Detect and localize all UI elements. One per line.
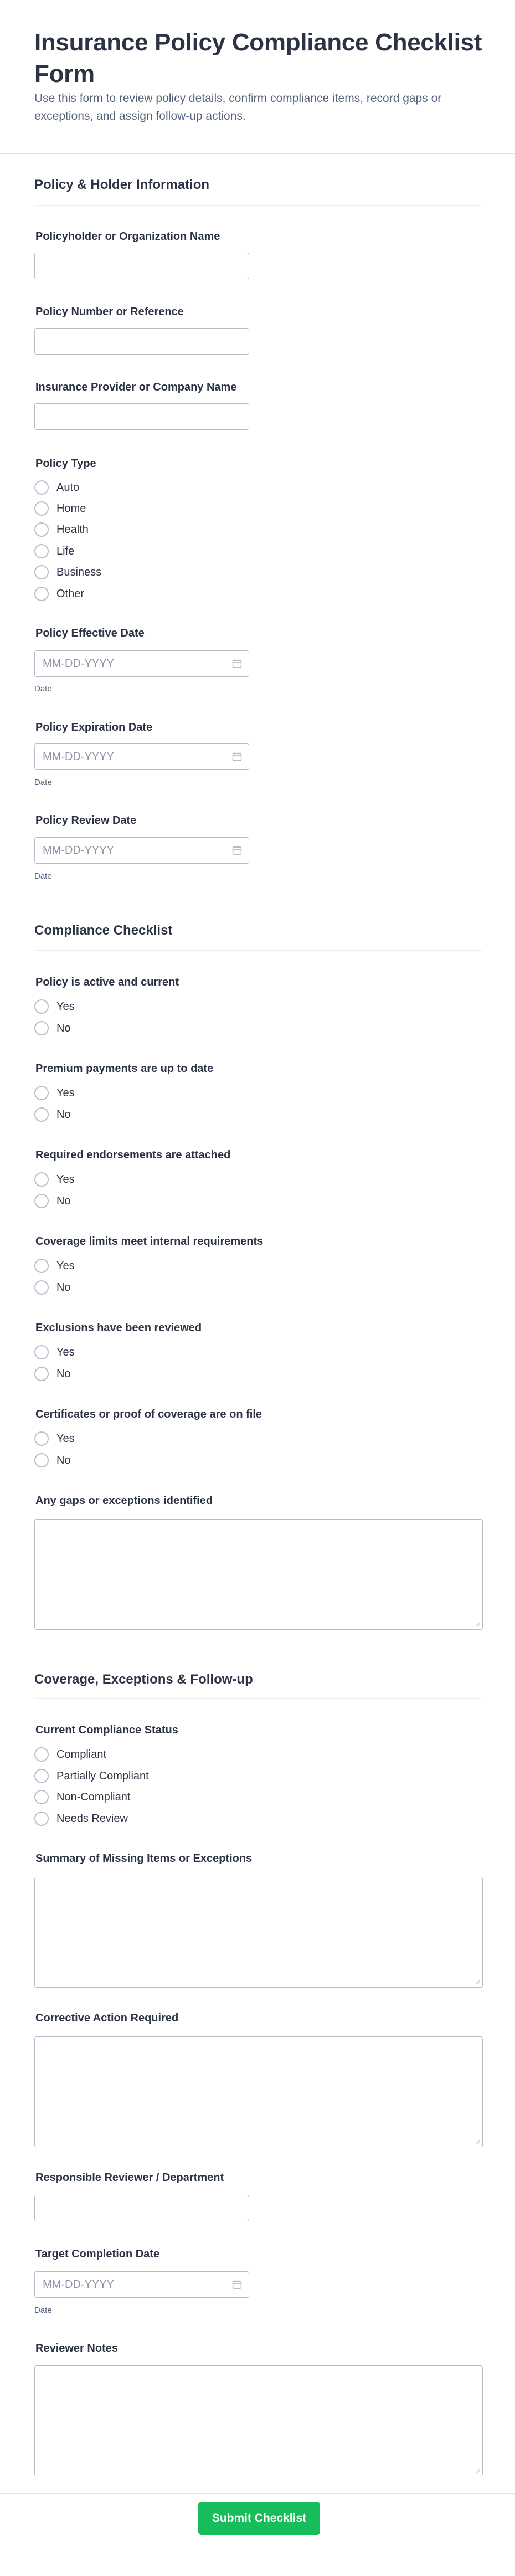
radio-button[interactable] xyxy=(34,1812,49,1826)
review-date-input[interactable] xyxy=(34,837,249,864)
policy-type-option-health[interactable]: Health xyxy=(34,521,89,538)
compliance-status-label: Current Compliance Status xyxy=(35,1724,178,1736)
calendar-icon[interactable] xyxy=(232,752,242,762)
effective-date-sublabel: Date xyxy=(34,684,52,694)
status-option-compliant[interactable]: Compliant xyxy=(34,1746,106,1763)
effective-date-input[interactable] xyxy=(34,650,249,677)
question-active-label: Policy is active and current xyxy=(35,976,179,988)
radio-button[interactable] xyxy=(34,1367,49,1381)
radio-button[interactable] xyxy=(34,999,49,1014)
policy-type-label: Policy Type xyxy=(35,458,96,470)
expiration-date-label: Policy Expiration Date xyxy=(35,721,153,733)
radio-button[interactable] xyxy=(34,1769,49,1783)
radio-button[interactable] xyxy=(34,1431,49,1446)
question-certificates-yes[interactable]: Yes xyxy=(34,1430,75,1447)
resize-handle-icon[interactable] xyxy=(475,2139,480,2144)
resize-handle-icon[interactable] xyxy=(475,1621,480,1627)
policy-number-input[interactable] xyxy=(34,328,249,355)
policy-type-option-home[interactable]: Home xyxy=(34,500,86,517)
section-policy-holder-title: Policy & Holder Information xyxy=(34,177,210,192)
radio-button[interactable] xyxy=(34,1259,49,1273)
reviewer-input[interactable] xyxy=(34,2195,249,2221)
date-placeholder: MM-DD-YYYY xyxy=(43,844,114,856)
radio-button[interactable] xyxy=(34,565,49,579)
question-coverage-limits-label: Coverage limits meet internal requirements xyxy=(35,1235,264,1248)
reviewer-label: Responsible Reviewer / Department xyxy=(35,2172,224,2184)
question-exclusions-label: Exclusions have been reviewed xyxy=(35,1322,202,1334)
expiration-date-sublabel: Date xyxy=(34,778,52,787)
radio-button[interactable] xyxy=(34,587,49,601)
question-endorsements-label: Required endorsements are attached xyxy=(35,1149,231,1161)
policy-type-option-life[interactable]: Life xyxy=(34,543,74,560)
question-active-yes[interactable]: Yes xyxy=(34,998,75,1015)
radio-button[interactable] xyxy=(34,1280,49,1295)
resize-handle-icon[interactable] xyxy=(475,1979,480,1985)
question-premium-yes[interactable]: Yes xyxy=(34,1085,75,1101)
radio-button[interactable] xyxy=(34,544,49,558)
expiration-date-input[interactable] xyxy=(34,743,249,770)
reviewer-notes-label: Reviewer Notes xyxy=(35,2342,118,2354)
review-date-label: Policy Review Date xyxy=(35,814,137,827)
summary-textarea[interactable] xyxy=(34,1877,483,1988)
policy-type-option-business[interactable]: Business xyxy=(34,564,101,581)
date-placeholder: MM-DD-YYYY xyxy=(43,751,114,763)
question-coverage-limits-no[interactable]: No xyxy=(34,1279,71,1296)
question-active-no[interactable]: No xyxy=(34,1020,71,1036)
status-option-partially-compliant[interactable]: Partially Compliant xyxy=(34,1768,149,1784)
policy-type-option-other[interactable]: Other xyxy=(34,586,84,602)
gaps-label: Any gaps or exceptions identified xyxy=(35,1495,213,1507)
status-option-needs-review[interactable]: Needs Review xyxy=(34,1810,128,1827)
question-exclusions-yes[interactable]: Yes xyxy=(34,1344,75,1361)
header-divider xyxy=(0,153,515,154)
section-divider xyxy=(34,1698,482,1699)
radio-button[interactable] xyxy=(34,1453,49,1467)
footer-divider xyxy=(0,2493,515,2494)
section-divider xyxy=(34,950,482,951)
question-endorsements-no[interactable]: No xyxy=(34,1193,71,1209)
summary-label: Summary of Missing Items or Exceptions xyxy=(35,1853,253,1865)
radio-button[interactable] xyxy=(34,501,49,516)
question-endorsements-yes[interactable]: Yes xyxy=(34,1171,75,1188)
question-exclusions-no[interactable]: No xyxy=(34,1366,71,1382)
resize-handle-icon[interactable] xyxy=(475,2468,480,2474)
policy-number-label: Policy Number or Reference xyxy=(35,306,184,318)
question-coverage-limits-yes[interactable]: Yes xyxy=(34,1258,75,1274)
form-title: Insurance Policy Compliance Checklist Form xyxy=(34,29,482,88)
provider-input[interactable] xyxy=(34,403,249,430)
question-certificates-no[interactable]: No xyxy=(34,1452,71,1469)
reviewer-notes-textarea[interactable] xyxy=(34,2365,483,2476)
question-premium-no[interactable]: No xyxy=(34,1106,71,1123)
radio-button[interactable] xyxy=(34,1345,49,1359)
calendar-icon[interactable] xyxy=(232,845,242,855)
form-subtitle: Use this form to review policy details, confirm compliance items, record gaps or exceptions, and assign follow-up actions. xyxy=(34,92,442,122)
radio-button[interactable] xyxy=(34,1194,49,1208)
date-placeholder: MM-DD-YYYY xyxy=(43,2279,114,2291)
corrective-action-label: Corrective Action Required xyxy=(35,2012,179,2024)
submit-button[interactable]: Submit Checklist xyxy=(198,2502,320,2535)
radio-button[interactable] xyxy=(34,1021,49,1035)
provider-label: Insurance Provider or Company Name xyxy=(35,381,237,393)
effective-date-label: Policy Effective Date xyxy=(35,627,145,639)
status-option-non-compliant[interactable]: Non-Compliant xyxy=(34,1789,130,1805)
section-follow-up-title: Coverage, Exceptions & Follow-up xyxy=(34,1672,253,1687)
date-placeholder: MM-DD-YYYY xyxy=(43,658,114,670)
radio-button[interactable] xyxy=(34,1086,49,1100)
radio-button[interactable] xyxy=(34,522,49,537)
question-certificates-label: Certificates or proof of coverage are on file xyxy=(35,1408,262,1420)
question-premium-label: Premium payments are up to date xyxy=(35,1063,214,1075)
target-date-sublabel: Date xyxy=(34,2306,52,2315)
policyholder-input[interactable] xyxy=(34,253,249,279)
policyholder-label: Policyholder or Organization Name xyxy=(35,230,220,243)
target-date-label: Target Completion Date xyxy=(35,2248,160,2260)
radio-button[interactable] xyxy=(34,480,49,495)
radio-button[interactable] xyxy=(34,1790,49,1804)
radio-button[interactable] xyxy=(34,1747,49,1762)
calendar-icon[interactable] xyxy=(232,2280,242,2290)
section-divider xyxy=(34,205,482,206)
section-compliance-title: Compliance Checklist xyxy=(34,923,173,938)
target-date-input[interactable] xyxy=(34,2271,249,2298)
review-date-sublabel: Date xyxy=(34,871,52,881)
radio-button[interactable] xyxy=(34,1172,49,1187)
radio-button[interactable] xyxy=(34,1107,49,1122)
policy-type-option-auto[interactable]: Auto xyxy=(34,479,79,496)
calendar-icon[interactable] xyxy=(232,659,242,669)
gaps-textarea[interactable] xyxy=(34,1519,483,1630)
corrective-action-textarea[interactable] xyxy=(34,2036,483,2147)
